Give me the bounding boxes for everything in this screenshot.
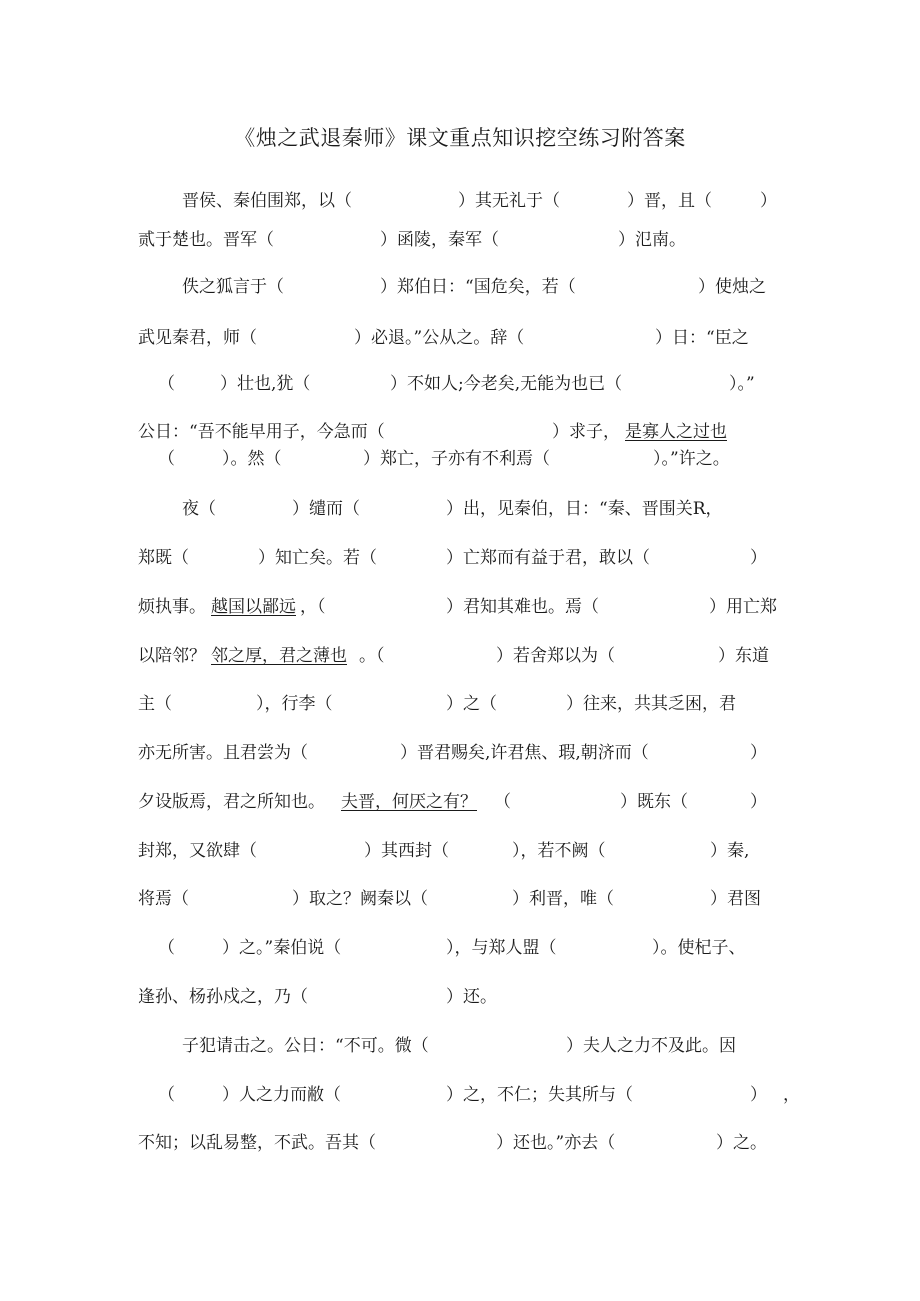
text-segment: 夕设版焉，君之所知也。 [138,792,325,812]
text-segment: ）。” [729,374,755,394]
text-line [0,933,920,963]
text-line [0,323,920,353]
page-title: 《烛之武退秦师》课文重点知识挖空练习附答案 [234,126,686,150]
text-segment: （ [158,1085,175,1105]
text-line [0,884,920,914]
text-segment: ）郑亡，子亦有不利焉（ [363,449,550,469]
text-segment: 不知；以乱易整，不武。吾其（ [138,1133,376,1153]
text-segment: ），与郑人盟（ [446,938,557,958]
text-segment: ）亡郑而有益于君，敢以（ [446,548,650,568]
text-segment: ）用亡郑 [709,597,777,617]
text-segment: ）郑伯日：“国危矣，若（ [380,277,576,297]
text-segment: ）秦, [710,841,750,861]
text-segment: 佚之狐言于（ [182,277,284,297]
text-segment: ） [750,743,767,763]
text-line [0,1031,920,1061]
text-line [0,689,920,719]
text-segment: ）函陵，秦军（ [380,230,499,250]
text-line [0,494,920,524]
text-segment: ）。然（ [222,449,282,469]
underlined-text: 夫晋，何厌之有？ [341,792,477,812]
text-segment: 贰于楚也。晋军（ [138,230,274,250]
text-segment: ）其西封（ [364,841,449,861]
text-line [0,982,920,1012]
text-segment: 以陪邻？ [138,646,206,666]
text-segment: ）日：“臣之 [655,328,749,348]
text-line [0,369,920,399]
text-segment: ）晋君赐矣,许君焦、瑕,朝济而（ [400,743,649,763]
text-segment: ）氾南。 [618,230,686,250]
text-segment: 亦无所害。且君尝为（ [138,743,308,763]
text-segment: 子犯请击之。公日：“不可。微（ [182,1036,429,1056]
text-segment: ）。使杞子、 [652,938,746,958]
text-segment: 武见秦君，师（ [138,328,257,348]
text-segment: ） [760,191,777,211]
text-line [0,592,920,622]
text-segment: 夜（ [182,499,216,519]
text-line [0,272,920,302]
text-line [0,738,920,768]
text-segment: 逢孙、杨孙戍之，乃（ [138,987,308,1007]
text-line [0,186,920,216]
underlined-text: 越国以鄙远 [211,597,296,617]
text-line [0,225,920,255]
text-segment: ）还也。”亦去（ [496,1133,616,1153]
text-segment: ）往来，共其乏困，君 [566,694,736,714]
text-segment: ）壮也,犹（ [220,374,311,394]
text-segment: ）君知其难也。焉（ [446,597,599,617]
text-segment: ），行李（ [256,694,333,714]
text-segment: 烦执事。 [138,597,206,617]
text-segment: 公日：“吾不能早用子，今急而（ [138,422,385,442]
text-segment: ）既东（ [620,792,688,812]
text-segment: ）之。”秦伯说（ [222,938,342,958]
underlined-text: 邻之厚，君之薄也 [211,646,347,666]
text-line [0,1128,920,1158]
text-segment: ） [750,792,767,812]
text-line [0,787,920,817]
text-segment: 将焉（ [138,889,189,909]
text-segment: 晋侯、秦伯围郑，以（ [182,191,352,211]
text-line [0,417,920,447]
text-segment: ）人之力而敝（ [222,1085,341,1105]
text-line [0,836,920,866]
text-segment: ）之，不仁；失其所与（ [446,1085,633,1105]
text-segment: （ [494,792,511,812]
text-segment: ）还。 [446,987,497,1007]
text-segment: ）利晋，唯（ [512,889,614,909]
text-segment: （ [158,938,175,958]
text-segment: ）若舍郑以为（ [496,646,615,666]
underlined-text: 是寡人之过也 [625,422,727,442]
text-line [0,444,920,474]
text-segment: ， [783,1085,800,1105]
text-segment: ）晋，且（ [627,191,712,211]
text-segment: ），若不阙（ [512,841,606,861]
text-segment: ）之（ [446,694,497,714]
text-segment: ）不如人;今老矣,无能为也已（ [390,374,623,394]
text-segment: ，（ [300,597,326,617]
text-segment: ） [750,548,767,568]
text-segment: ）夫人之力不及此。因 [566,1036,736,1056]
text-segment: ）必退。”公从之。辞（ [354,328,525,348]
text-segment: ）知亡矣。若（ [258,548,377,568]
text-segment: ）求子， [552,422,620,442]
text-segment: 封郑，又欲肆（ [138,841,257,861]
text-segment: 郑既（ [138,548,189,568]
text-segment: （ [158,374,175,394]
text-segment: ） [750,1085,767,1105]
text-line [0,1080,920,1110]
text-segment: ）其无礼于（ [458,191,560,211]
text-segment: ）出，见秦伯，日：“秦、晋围关R， [446,499,723,519]
text-segment: ）使烛之 [698,277,766,297]
text-segment: 主（ [138,694,172,714]
text-line [0,543,920,573]
text-segment: （ [158,449,175,469]
text-line [0,641,920,671]
text-segment: ）。”许之。 [653,449,730,469]
text-segment: ）取之？阙秦以（ [292,889,428,909]
text-segment: ）君图 [710,889,761,909]
text-segment: 。（ [359,646,385,666]
text-segment: ）缱而（ [292,499,360,519]
text-segment: ）东道 [718,646,769,666]
text-segment: ）之。 [716,1133,767,1153]
